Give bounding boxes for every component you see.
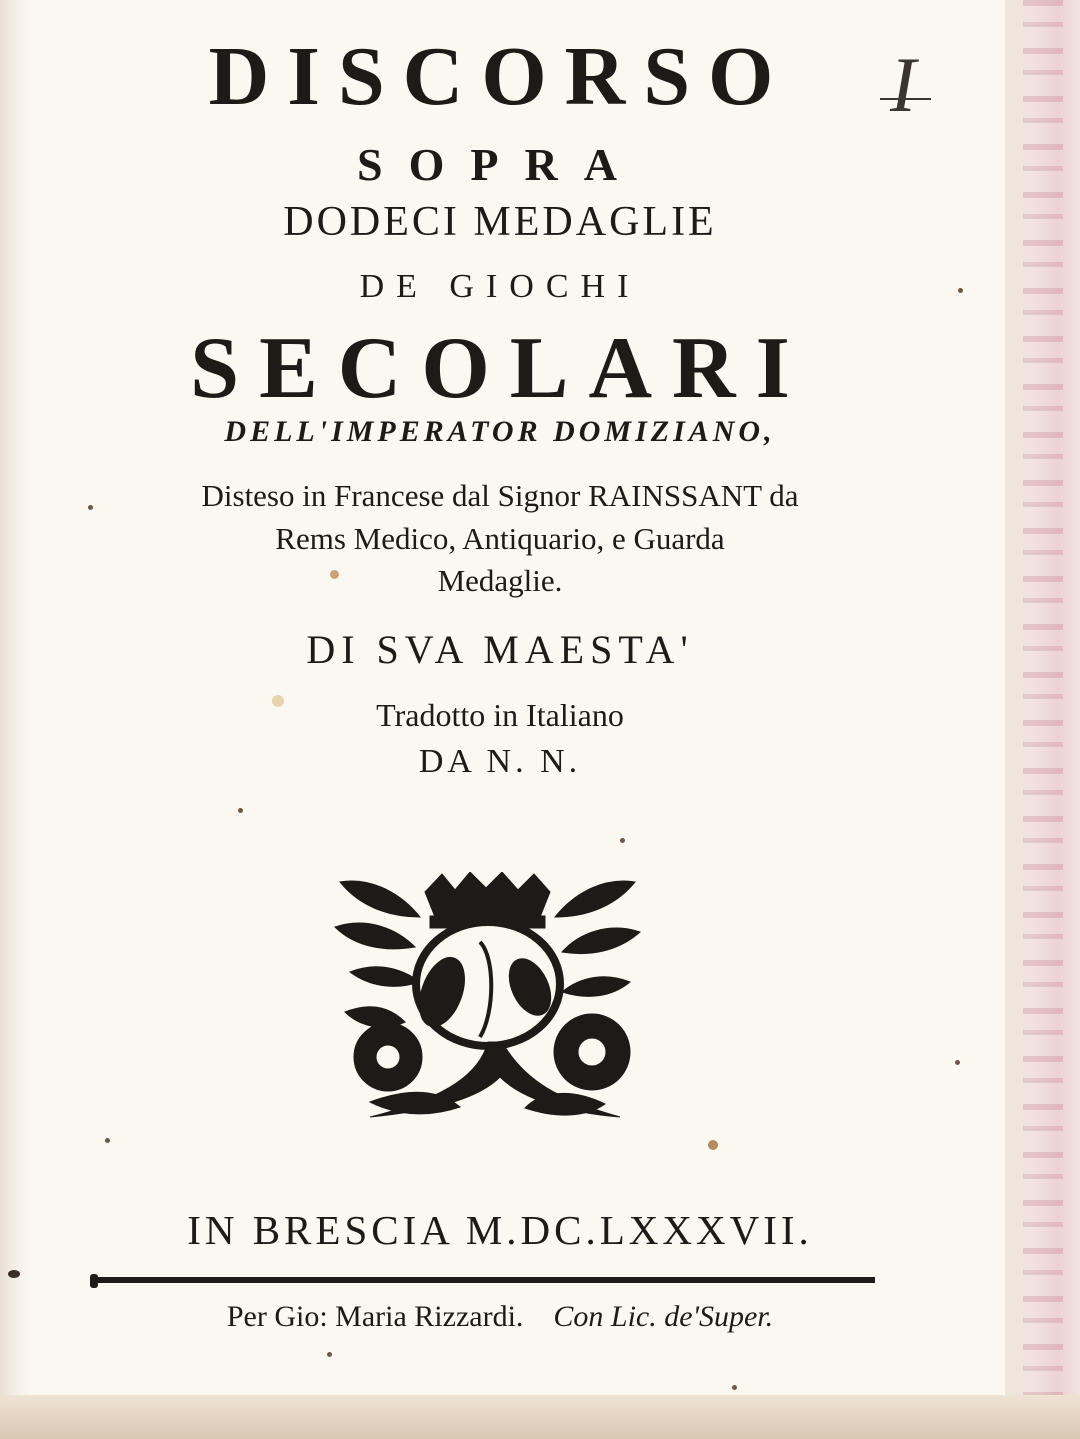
paper-speck bbox=[955, 1060, 960, 1065]
paper-speck bbox=[8, 1270, 20, 1278]
paper-speck bbox=[327, 1352, 332, 1357]
subtitle-imperator: DELL'IMPERATOR DOMIZIANO, bbox=[224, 415, 776, 448]
paper-speck bbox=[330, 570, 339, 579]
paper-speck bbox=[620, 838, 625, 843]
page-fore-edge bbox=[1005, 0, 1080, 1439]
crowned-pomegranate-woodcut-icon bbox=[330, 872, 645, 1130]
printer-name: Per Gio: Maria Rizzardi. bbox=[226, 1300, 524, 1333]
imprint-place-date: IN BRESCIA M.DC.LXXXVII. bbox=[187, 1207, 813, 1253]
paper-speck bbox=[238, 808, 243, 813]
paper-speck bbox=[272, 695, 284, 707]
horizontal-rule bbox=[90, 1277, 875, 1283]
paper-speck bbox=[958, 288, 963, 293]
license-note: Con Lic. de'Super. bbox=[553, 1300, 774, 1333]
title-discorso: DISCORSO bbox=[208, 30, 792, 123]
author-line-1: Disteso in Francese dal Signor RAINSSANT da bbox=[201, 478, 799, 513]
printer-line bbox=[0, 1300, 1000, 1334]
paper-speck bbox=[732, 1385, 737, 1390]
subtitle-secolari: SECOLARI bbox=[190, 320, 810, 417]
author-line-3: Medaglie. bbox=[437, 563, 563, 598]
paper-speck bbox=[88, 505, 93, 510]
subtitle-de-giochi: DE GIOCHI bbox=[359, 268, 641, 305]
paper-speck bbox=[708, 1140, 718, 1150]
line-sua-maesta: DI SVA MAESTA' bbox=[306, 627, 694, 672]
translation-note: Tradotto in Italiano bbox=[376, 697, 624, 733]
subtitle-dodeci-medaglie: DODECI MEDAGLIE bbox=[283, 199, 717, 245]
subtitle-sopra: SOPRA bbox=[357, 139, 643, 190]
handwritten-volume-mark: I bbox=[890, 41, 916, 128]
page-bottom-edge bbox=[0, 1395, 1080, 1439]
translator-name: DA N. N. bbox=[418, 743, 582, 780]
author-line-2: Rems Medico, Antiquario, e Guarda bbox=[275, 521, 725, 556]
paper-speck bbox=[105, 1138, 110, 1143]
